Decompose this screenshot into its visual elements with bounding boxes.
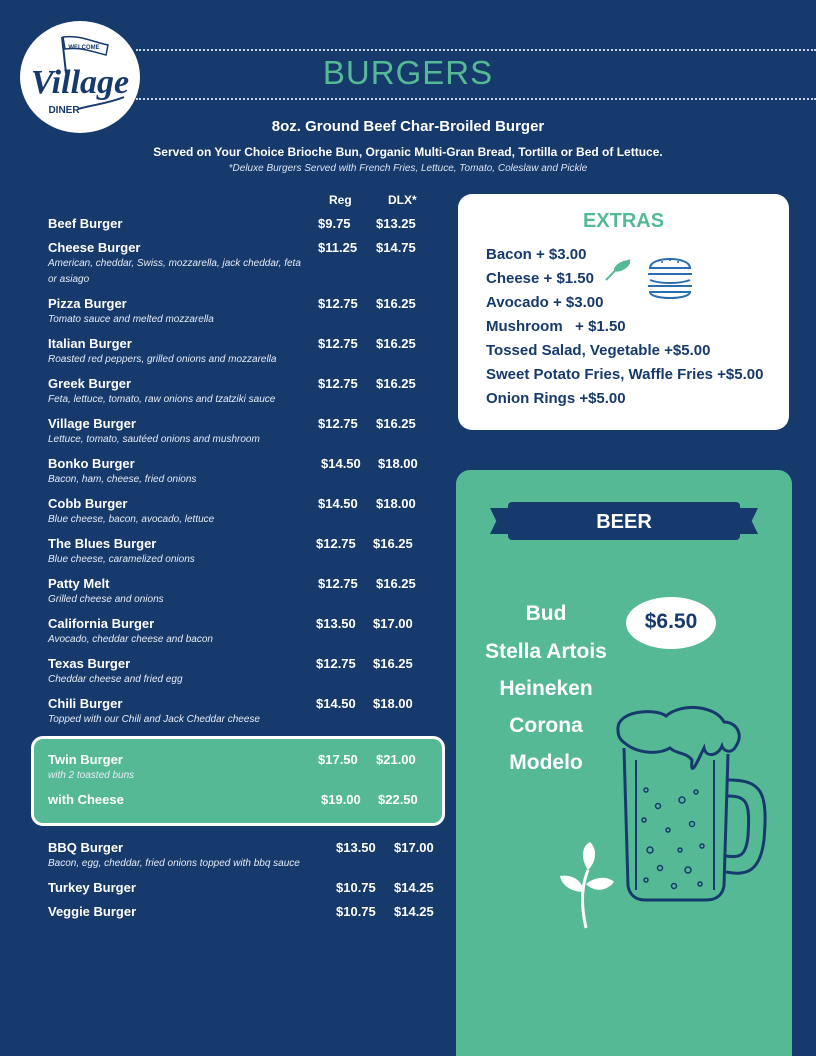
item-name: with Cheese — [48, 792, 124, 807]
menu-item — [48, 456, 448, 488]
menu-item — [48, 904, 448, 920]
price-reg: $14.50 — [318, 496, 358, 511]
item-name: Greek Burger — [48, 376, 132, 391]
menu-item — [48, 496, 448, 528]
item-name: Turkey Burger — [48, 880, 136, 895]
price-reg: $12.75 — [318, 576, 358, 591]
svg-text:Village: Village — [30, 64, 130, 101]
dotted-divider-top — [136, 49, 816, 51]
price-dlx: $16.25 — [373, 656, 413, 671]
price-reg: $19.00 — [321, 792, 361, 807]
item-description: American, cheddar, Swiss, mozzarella, jack cheddar, feta or asiago — [48, 258, 301, 285]
beer-brand: Modelo — [509, 751, 583, 774]
item-name: Patty Melt — [48, 576, 110, 591]
menu-item — [48, 840, 448, 872]
ribbon-tail-left — [490, 508, 508, 534]
extra-item: Cheese + $1.50 — [486, 270, 594, 287]
serving-note: Served on Your Choice Brioche Bun, Organic Multi-Gran Bread, Tortilla or Bed of Lettuce. — [153, 145, 663, 159]
price-dlx: $21.00 — [376, 752, 416, 767]
price-dlx: $18.00 — [376, 496, 416, 511]
menu-item — [48, 616, 448, 648]
price-reg: $12.75 — [318, 296, 358, 311]
extra-item: Sweet Potato Fries, Waffle Fries +$5.00 — [486, 366, 764, 383]
menu-item — [48, 216, 448, 232]
price-reg: $10.75 — [336, 880, 376, 895]
extra-item: Tossed Salad, Vegetable +$5.00 — [486, 342, 711, 359]
price-reg: $14.50 — [321, 456, 361, 471]
price-dlx: $14.25 — [394, 880, 434, 895]
price-dlx: $13.25 — [376, 216, 416, 231]
beer-title: BEER — [596, 511, 652, 533]
extra-item: Bacon + $3.00 — [486, 246, 587, 263]
column-header-reg: Reg — [329, 193, 352, 207]
price-dlx: $22.50 — [378, 792, 418, 807]
extra-item: Onion Rings +$5.00 — [486, 390, 626, 407]
price-reg: $12.75 — [318, 336, 358, 351]
price-reg: $13.50 — [316, 616, 356, 631]
item-name: Cobb Burger — [48, 496, 128, 511]
beer-brand: Heineken — [499, 677, 593, 700]
item-name: Village Burger — [48, 416, 136, 431]
price-reg: $12.75 — [318, 376, 358, 391]
price-dlx: $16.25 — [376, 336, 416, 351]
item-description: Grilled cheese and onions — [48, 594, 164, 605]
beer-brand: Corona — [509, 714, 583, 737]
menu-item — [48, 240, 448, 288]
beer-price: $6.50 — [644, 610, 698, 633]
beer-ribbon — [508, 502, 740, 540]
price-dlx: $18.00 — [373, 696, 413, 711]
beer-mug-icon — [596, 700, 776, 910]
price-dlx: $16.25 — [376, 376, 416, 391]
price-reg: $14.50 — [316, 696, 356, 711]
item-description: Blue cheese, bacon, avocado, lettuce — [48, 514, 215, 525]
menu-item — [48, 792, 448, 808]
item-description: Topped with our Chili and Jack Cheddar cheese — [48, 714, 260, 725]
item-description: Feta, lettuce, tomato, raw onions and tzatziki sauce — [48, 394, 276, 405]
price-reg: $13.50 — [336, 840, 376, 855]
item-description: with 2 toasted buns — [48, 770, 135, 781]
beer-brand: Bud — [525, 602, 567, 625]
item-name: Texas Burger — [48, 656, 131, 671]
extras-title: EXTRAS — [582, 210, 665, 232]
menu-item — [48, 336, 448, 368]
menu-item — [48, 296, 448, 328]
item-description: Avocado, cheddar cheese and bacon — [48, 634, 213, 645]
price-dlx: $16.25 — [376, 416, 416, 431]
burger-icon — [600, 250, 695, 330]
item-name: The Blues Burger — [48, 536, 157, 551]
price-reg: $12.75 — [316, 536, 356, 551]
item-name: Chili Burger — [48, 696, 123, 711]
price-dlx: $14.75 — [376, 240, 416, 255]
item-description: Blue cheese, caramelized onions — [48, 554, 195, 565]
beer-brand: Stella Artois — [485, 640, 607, 663]
item-description: Tomato sauce and melted mozzarella — [48, 314, 214, 325]
page-title: BURGERS — [322, 54, 494, 91]
price-reg: $9.75 — [318, 216, 351, 231]
leaf-icon — [556, 840, 616, 930]
item-name: California Burger — [48, 616, 155, 631]
menu-item — [48, 880, 448, 896]
price-dlx: $16.25 — [376, 576, 416, 591]
item-description: Lettuce, tomato, sautéed onions and mushroom — [48, 434, 260, 445]
price-dlx: $14.25 — [394, 904, 434, 919]
price-reg: $11.25 — [318, 240, 358, 255]
subtitle: 8oz. Ground Beef Char-Broiled Burger — [271, 118, 545, 135]
menu-item — [48, 376, 448, 408]
price-reg: $12.75 — [318, 416, 358, 431]
item-name: Beef Burger — [48, 216, 123, 231]
price-dlx: $16.25 — [373, 536, 413, 551]
column-header-dlx: DLX* — [388, 193, 417, 207]
ribbon-tail-right — [740, 508, 758, 534]
beer-price-badge — [626, 597, 716, 649]
menu-item — [48, 656, 448, 688]
item-name: Cheese Burger — [48, 240, 141, 255]
menu-item — [48, 536, 448, 568]
item-name: Twin Burger — [48, 752, 123, 767]
price-dlx: $17.00 — [394, 840, 434, 855]
item-name: BBQ Burger — [48, 840, 124, 855]
item-name: Pizza Burger — [48, 296, 127, 311]
menu-item — [48, 576, 448, 608]
menu-item — [48, 416, 448, 448]
item-description: Bacon, ham, cheese, fried onions — [48, 474, 197, 485]
item-description: Roasted red peppers, grilled onions and mozzarella — [48, 354, 277, 365]
item-name: Italian Burger — [48, 336, 132, 351]
price-dlx: $16.25 — [376, 296, 416, 311]
extra-item: Avocado + $3.00 — [486, 294, 604, 311]
svg-text:DINER: DINER — [48, 105, 80, 116]
price-dlx: $18.00 — [378, 456, 418, 471]
dotted-divider-bottom — [136, 98, 816, 100]
menu-item — [48, 696, 448, 728]
price-reg: $12.75 — [316, 656, 356, 671]
price-reg: $17.50 — [318, 752, 358, 767]
item-description: Bacon, egg, cheddar, fried onions topped with bbq sauce — [48, 858, 300, 869]
item-name: Bonko Burger — [48, 456, 135, 471]
item-name: Veggie Burger — [48, 904, 137, 919]
svg-text:WELCOME: WELCOME — [68, 45, 100, 51]
deluxe-note: *Deluxe Burgers Served with French Fries, Lettuce, Tomato, Coleslaw and Pickle — [228, 163, 588, 174]
menu-item — [48, 752, 448, 784]
extra-item: Mushroom + $1.50 — [486, 318, 626, 335]
beer-panel — [456, 470, 792, 1056]
price-reg: $10.75 — [336, 904, 376, 919]
item-description: Cheddar cheese and fried egg — [48, 674, 183, 685]
price-dlx: $17.00 — [373, 616, 413, 631]
